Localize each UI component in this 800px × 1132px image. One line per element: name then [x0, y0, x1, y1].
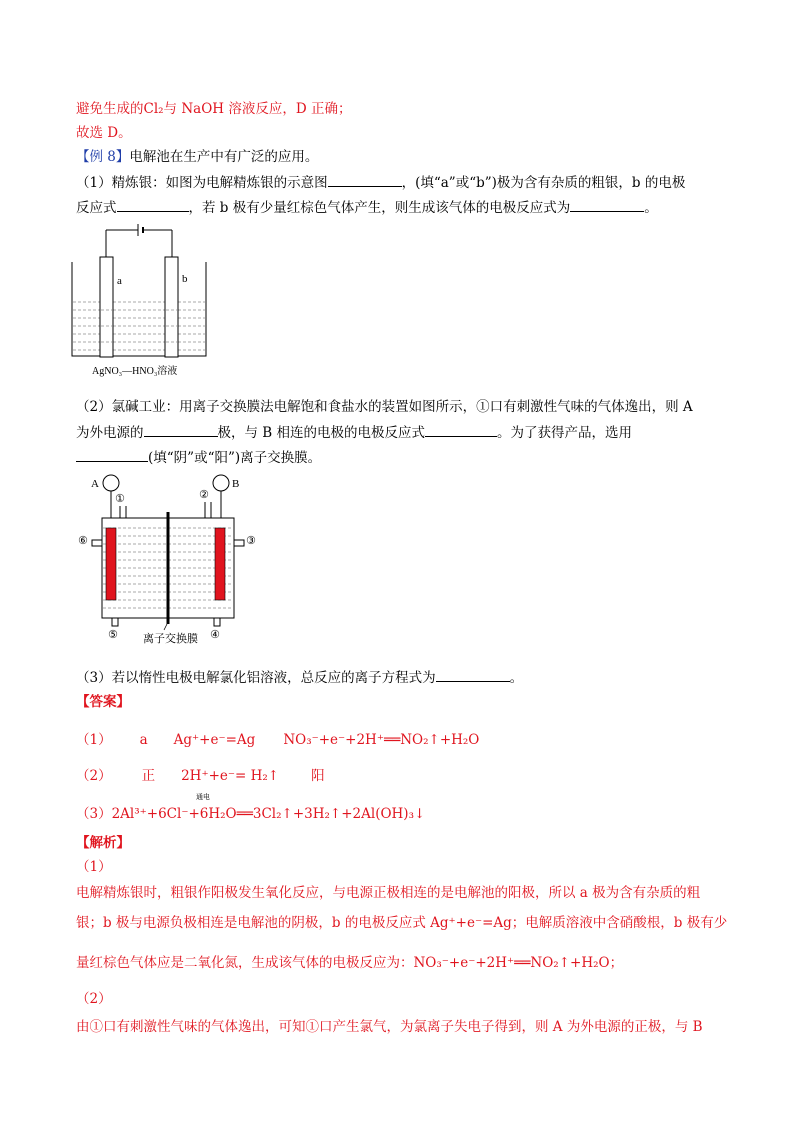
analysis-2-number: （2）: [76, 991, 112, 1007]
port-1-label: ①: [115, 492, 125, 505]
text-span: 反应式: [76, 200, 117, 216]
silver-refining-diagram: [70, 222, 220, 382]
question-1-line-1: [76, 173, 685, 192]
membrane-label: 离子交换膜: [143, 632, 198, 645]
terminal-b: [213, 475, 229, 491]
analysis-header: 【解析】: [76, 835, 130, 851]
question-3: [76, 668, 523, 687]
answer-value: Ag⁺+e⁻=Ag: [173, 732, 256, 748]
label-A: A: [91, 478, 99, 490]
text-span: 。: [509, 670, 524, 686]
example-heading: [76, 148, 318, 166]
text-span: (填“阴”或“阳”)离子交换膜。: [148, 450, 322, 466]
terminal-a: [103, 475, 119, 491]
answer-blank: [328, 173, 402, 187]
question-1-line-2: [76, 198, 658, 217]
solution-caption: AgNO₃—HNO₃溶液: [92, 366, 178, 377]
answer-2: [76, 764, 325, 784]
answer-1: [76, 728, 479, 748]
reaction-condition: 通电: [196, 793, 210, 801]
answer-number: （1）: [76, 732, 112, 748]
cathode-electrode: [215, 528, 225, 600]
text-span: 。: [644, 200, 658, 216]
solution-lines: [73, 302, 205, 350]
answer-value: 2H⁺+e⁻= H₂↑: [181, 768, 280, 784]
port-4-label: ④: [210, 628, 220, 641]
question-2-line-3: [76, 448, 321, 467]
question-2-line-1: （2）氯碱工业：用离子交换膜法电解饱和食盐水的装置如图所示，①口有刺激性气味的气体逸出，则 A: [76, 399, 693, 415]
answer-number: （2）: [76, 768, 112, 784]
example-tag: 【例 8】: [76, 149, 130, 165]
answer-blank: [76, 448, 148, 462]
text-line: 故选 D。: [76, 125, 132, 141]
text-span: 为外电源的: [76, 425, 144, 441]
answer-blank: [570, 198, 644, 212]
answer-3: （3）2Al³⁺+6Cl⁻+6H₂O══3Cl₂↑+3H₂↑+2Al(OH)₃↓: [76, 806, 426, 822]
answer-value: a: [139, 732, 148, 748]
chlor-alkali-cell-diagram: [78, 472, 268, 652]
analysis-1-line-3: 量红棕色气体应是二氧化氮，生成该气体的电极反应为：NO₃⁻+e⁻+2H⁺══NO₂↑+H₂O；: [76, 955, 624, 971]
analysis-1-line-2: 银；b 极与电源负极相连是电解池的阴极，b 的电极反应式 Ag⁺+e⁻=Ag；电解质溶液中含硝酸根，b 极有少: [76, 915, 728, 931]
analysis-1-number: （1）: [76, 859, 112, 875]
analysis-1-line-1: 电解精炼银时，粗银作阳极发生氧化反应，与电源正极相连的是电解池的阳极，所以 a 极为含有杂质的粗: [76, 885, 701, 901]
label-B: B: [232, 478, 240, 490]
port-6-label: ⑥: [78, 534, 88, 547]
question-2-line-2: [76, 423, 632, 442]
text-line: 避免生成的Cl₂与 NaOH 溶液反应，D 正确；: [76, 101, 352, 117]
answer-blank: [144, 423, 218, 437]
label-a: a: [117, 275, 122, 287]
port-5-label: ⑤: [108, 628, 118, 641]
text-span: ，若 b 极有少量红棕色气体产生，则生成该气体的电极反应式为: [188, 200, 571, 216]
label-b: b: [182, 273, 188, 285]
analysis-2-line-1: 由①口有刺激性气味的气体逸出，可知①口产生氯气，为氯离子失电子得到，则 A 为外电源的正极，与 B: [76, 1019, 703, 1035]
answer-value: 正: [141, 768, 156, 784]
answer-blank: [425, 423, 497, 437]
text-span: （3）若以惰性电极电解氯化铝溶液，总反应的离子方程式为: [76, 670, 436, 686]
text-span: （1）精炼银：如图为电解精炼银的示意图: [76, 175, 328, 191]
port-3-label: ③: [246, 534, 256, 547]
text-span: ，(填“a”或“b”)极为含有杂质的粗银，b 的电极: [401, 175, 686, 191]
answer-value: 阳: [311, 768, 325, 784]
answer-value: NO₃⁻+e⁻+2H⁺══NO₂↑+H₂O: [283, 732, 480, 748]
text-span: 极，与 B 相连的电极的电极反应式: [217, 425, 426, 441]
anode-electrode: [106, 528, 116, 600]
text-span: 。为了获得产品，选用: [497, 425, 633, 441]
example-title: 电解池在生产中有广泛的应用。: [129, 149, 319, 165]
port-2-label: ②: [199, 488, 209, 501]
answer-blank: [436, 668, 510, 682]
answer-blank: [117, 198, 189, 212]
answer-header: 【答案】: [76, 694, 130, 710]
